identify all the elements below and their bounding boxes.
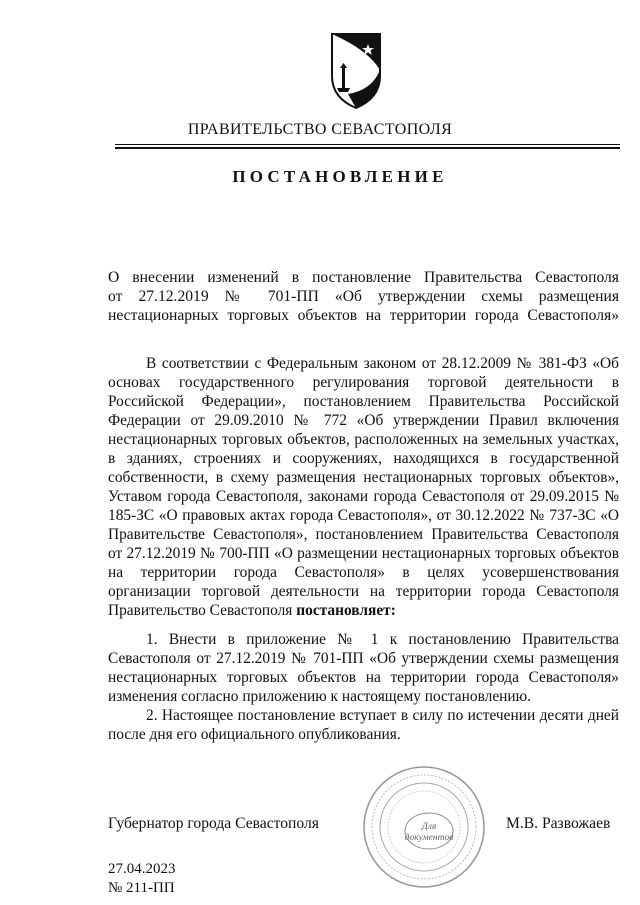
sevastopol-coat-of-arms-icon <box>328 30 384 110</box>
decree-word: постановляет: <box>296 602 396 619</box>
decree-item-1: 1. Внести в приложение № 1 к постановлению Правительства Севастополя от 27.12.2019 № 701-ПП «Об утверждении схемы размещения нестационарных торговых объектов на территории города Севастополя» изменения согласно приложению к настоящему постановлению. <box>108 631 619 705</box>
document-subject <box>108 268 619 325</box>
subject-line-3: нестационарных торговых объектов на территории города Севастополя» <box>108 307 619 324</box>
stamp-line-2: документов <box>404 833 454 843</box>
document-number: № 211-ПП <box>108 880 175 896</box>
decree-item-2: 2. Настоящее постановление вступает в силу по истечении десяти дней после дня его официального опубликования. <box>108 707 619 743</box>
official-stamp-icon <box>360 763 488 891</box>
preamble-body: В соответствии с Федеральным законом от 28.12.2009 № 381-ФЗ «Об основах государственного регулирования торговой деятельности в Российской Федерации», постановлением Правительства Российской Федерации от 29.09.2010 № 772 «Об утверждении Правил включения нестационарных торговых объектов, расположенных на земельных участках, в зданиях, строениях и сооружениях, находящихся в государственной собственности, в схему размещения нестационарных торговых объектов», Уставом города Севастополя, законами города Севастополя от 29.09.2015 № 185-ЗС «О правовых актах города Севастополя», от 30.12.2022 № 737-ЗС «О Правительстве Севастополя», постановлением Правительства Севастополя от 27.12.2019 № 700-ПП «О размещении нестационарных торговых объектов на территории города Севастополя» в целях усовершенствования организации торговой деятельности на территории города Севастополя Правительство Севастополя <box>108 355 619 619</box>
subject-line-2: от 27.12.2019 № 701-ПП «Об утверждении схемы размещения <box>108 288 619 305</box>
signatory-position: Губернатор города Севастополя <box>108 815 319 832</box>
subject-line-1: О внесении изменений в постановление Правительства Севастополя <box>108 269 619 286</box>
signatory-name: М.В. Развожаев <box>506 815 611 832</box>
document-type-title: ПОСТАНОВЛЕНИЕ <box>232 167 448 186</box>
header-rule-thick <box>115 147 620 149</box>
document-date: 27.04.2023 <box>108 861 176 877</box>
header-rule-thin <box>115 144 620 145</box>
preamble-paragraph <box>108 354 619 620</box>
stamp-line-1: Для <box>421 822 437 832</box>
preamble-text <box>108 354 619 620</box>
decree-items <box>108 630 619 744</box>
organization-title: ПРАВИТЕЛЬСТВО СЕВАСТОПОЛЯ <box>187 121 453 138</box>
